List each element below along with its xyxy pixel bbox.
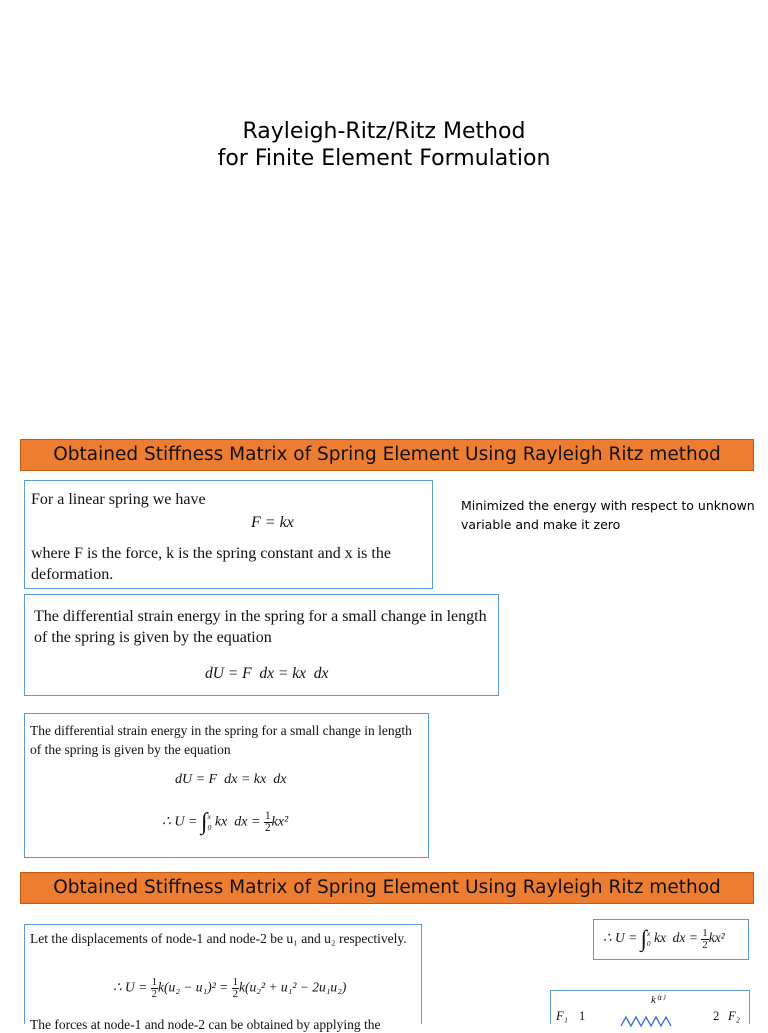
section-banner-2: Obtained Stiffness Matrix of Spring Element Using Rayleigh Ritz method (20, 872, 754, 904)
box3-eq2-rhs: kx² (271, 814, 289, 830)
title-line-2: for Finite Element Formulation (217, 146, 551, 171)
box5-rhs: kx² (708, 930, 725, 946)
box3-eq2-lhs: ∴ U = (162, 814, 198, 830)
box3-text: The differential strain energy in the spring for a small change in length of the spring is given by the equation (30, 723, 412, 757)
node-displacement-box (24, 924, 422, 1032)
frac-num: 1 (232, 976, 239, 988)
lower-limit: 0 (646, 939, 651, 948)
lower-limit: 0 (207, 822, 212, 832)
half-fraction (701, 928, 708, 951)
spring-zigzag-icon (621, 1015, 677, 1027)
box2-equation: dU = F dx = kx dx (205, 665, 329, 682)
upper-limit: x (207, 811, 211, 821)
box2-text: The differential strain energy in the spring for a small change in length of the spring is given by the equation (34, 608, 487, 646)
energy-integral-box (593, 919, 749, 960)
force-1-label: F₁ (556, 1009, 568, 1023)
half-fraction-1 (151, 977, 158, 1000)
linear-spring-box (24, 480, 433, 589)
frac-den: 2 (151, 987, 157, 1000)
box1-equation: F = kx (251, 514, 294, 531)
slide-title (0, 118, 768, 172)
integral-limits (647, 929, 651, 950)
box4-eq-lhs: ∴ U = (113, 979, 148, 995)
box4-eq-mid: k(u₂ − u₁)² = (157, 979, 229, 995)
box3-eq2-integrand: kx dx = (214, 814, 261, 830)
frac-num: 1 (264, 809, 271, 822)
node-2-label: 2 (713, 1009, 720, 1023)
box1-line1: For a linear spring we have (31, 491, 206, 508)
upper-limit: x (646, 928, 651, 938)
half-fraction-2 (232, 977, 239, 1000)
box3-equation2 (162, 809, 288, 836)
box4-equation (113, 977, 346, 1000)
side-note: Minimized the energy with respect to unknown variable and make it zero (461, 498, 755, 532)
box3-equation1: dU = F dx = kx dx (175, 772, 287, 787)
force-2-label: F₂ (728, 1009, 740, 1023)
integral-sign: ∫ (200, 809, 208, 835)
section-banner-1: Obtained Stiffness Matrix of Spring Element Using Rayleigh Ritz method (20, 439, 754, 471)
frac-num: 1 (151, 976, 157, 988)
box4-text: Let the displacements of node-1 and node-2 be u₁ and u₂ respectively. (30, 931, 407, 946)
frac-num: 1 (702, 926, 708, 939)
title-line-1: Rayleigh-Ritz/Ritz Method (242, 119, 526, 144)
strain-energy-integral-box (24, 713, 429, 858)
frac-den: 2 (702, 938, 708, 951)
spring-constant-label: k⁽¹⁾ (651, 994, 665, 1006)
frac-den: 2 (264, 822, 271, 834)
half-fraction (264, 811, 272, 834)
integral-limits (208, 812, 212, 834)
box4-eq-rhs: k(u₂² + u₁² − 2u₁u₂) (239, 979, 347, 995)
node-1-label: 1 (579, 1009, 586, 1023)
strain-energy-box (24, 594, 499, 696)
spring-element-diagram (550, 990, 750, 1024)
integral-sign: ∫ (640, 926, 647, 951)
box5-integrand: kx dx = (653, 930, 698, 946)
frac-den: 2 (232, 987, 239, 1000)
box1-line2: where F is the force, k is the spring constant and x is the deformation. (31, 545, 391, 583)
box5-equation (603, 926, 725, 952)
box5-lhs: ∴ U = (603, 930, 638, 946)
box4-cut-text: The forces at node-1 and node-2 can be obtained by applying the (30, 1017, 381, 1032)
